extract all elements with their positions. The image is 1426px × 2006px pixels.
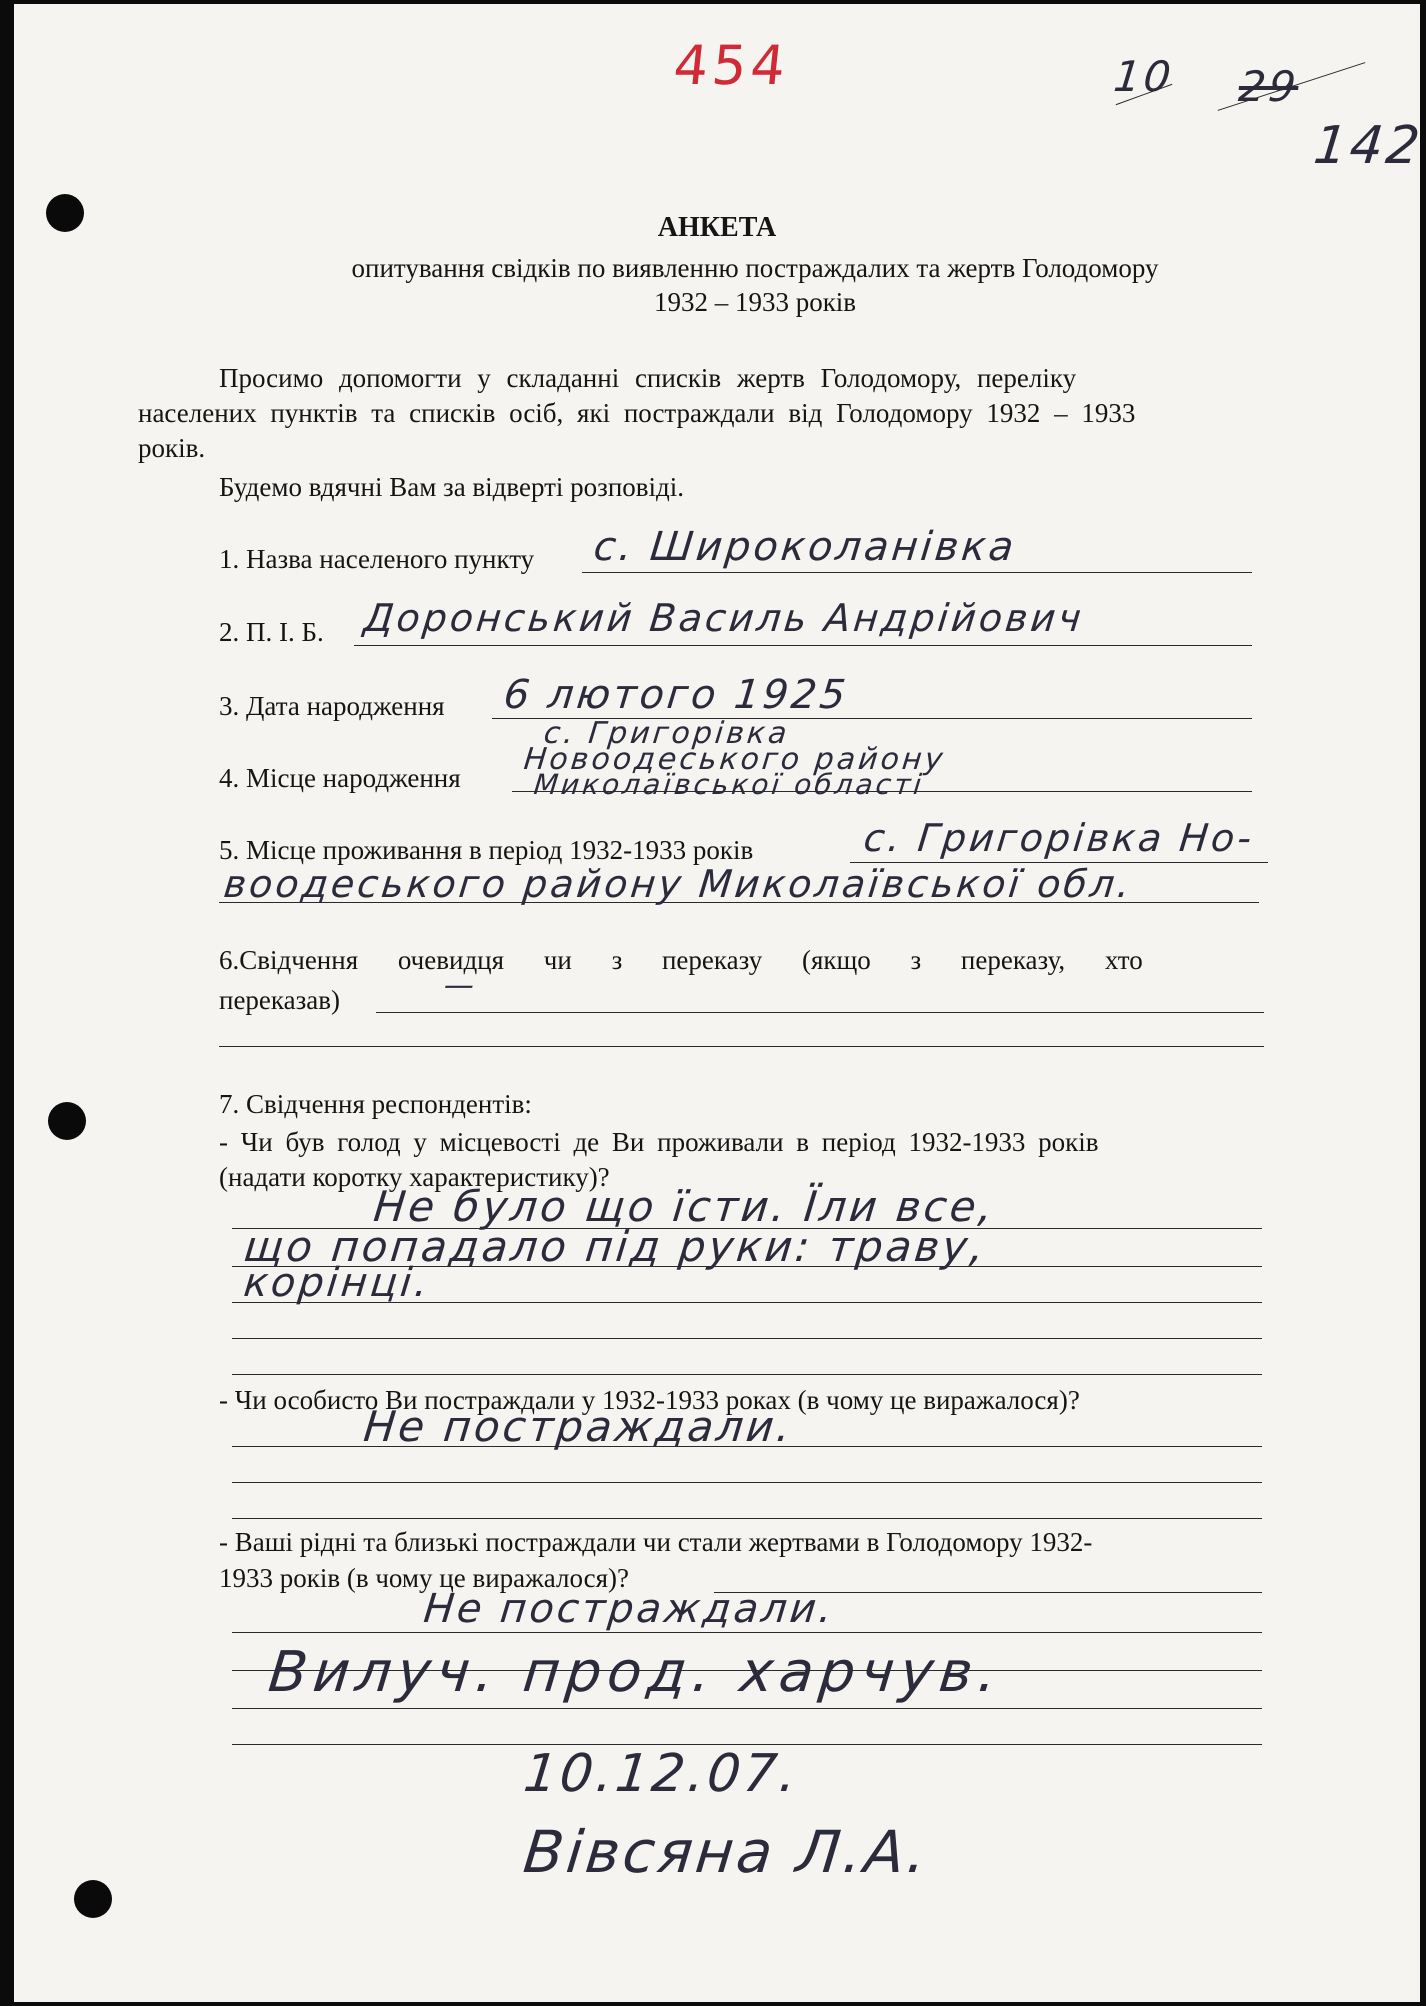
testimony-type-underline-2 xyxy=(219,1046,1264,1047)
punch-hole-middle xyxy=(48,1102,86,1140)
birth-place-value-2: Новоодеського району xyxy=(522,742,948,777)
q3-answer-line-4 xyxy=(232,1708,1262,1709)
q2-answer-line-2 xyxy=(232,1482,1262,1483)
annotation-top-right-b: 29 xyxy=(1236,62,1302,111)
testimony-type-label-2: переказав) xyxy=(219,985,340,1015)
residence-value-1: с. Григорівка Но- xyxy=(861,816,1257,860)
settlement-label: 1. Назва населеного пункту xyxy=(219,544,535,574)
name-underline xyxy=(354,645,1252,646)
q2-answer-line-3 xyxy=(232,1518,1262,1519)
q2-question: - Чи особисто Ви постраждали у 1932-1933 роках (в чому це виражалося)? xyxy=(219,1385,1080,1415)
testimony-type-underline-1 xyxy=(376,1012,1264,1013)
extra-note: Вилуч. прод. харчув. xyxy=(265,1640,1006,1705)
q1-line-2: (надати коротку характеристику)? xyxy=(219,1162,610,1192)
q3-line-1: - Ваші рідні та близькі постраждали чи стали жертвами в Голодомору 1932- xyxy=(219,1527,1093,1557)
name-value: Доронський Василь Андрійович xyxy=(361,596,1087,640)
q3-line-2: 1933 років (в чому це виражалося)? xyxy=(219,1563,630,1593)
intro-line-1 xyxy=(219,362,1299,394)
settlement-underline xyxy=(582,572,1252,573)
birth-date-value: 6 лютого 1925 xyxy=(501,672,851,718)
q1-answer-line-4 xyxy=(232,1338,1262,1339)
testimony-type-line-1 xyxy=(219,944,1301,976)
birth-place-value-1: с. Григорівка xyxy=(542,716,792,751)
testimony-type-label: 6.Свідчення очевидця чи з переказу (якщо з переказу, хто xyxy=(219,945,1143,975)
q2-answer: Не постраждали. xyxy=(361,1402,796,1451)
birth-place-value-3: Миколаївської області xyxy=(532,768,927,801)
intro-line-2: населених пунктів та списків осіб, які постраждали від Голодомору 1932 – 1933 xyxy=(138,398,1136,428)
q1-line-1: - Чи був голод у місцевості де Ви проживали в період 1932-1933 років xyxy=(219,1127,1099,1157)
q3-answer-line-2 xyxy=(232,1632,1262,1633)
name-label: 2. П. І. Б. xyxy=(219,617,324,647)
intro-thanks: Будемо вдячні Вам за відверті розповіді. xyxy=(219,472,685,502)
punch-hole-bottom xyxy=(74,1880,112,1918)
form-years: 1932 – 1933 років xyxy=(653,287,857,317)
annotation-top-right-a: 10 xyxy=(1111,52,1177,101)
section7-title: 7. Свідчення респондентів: xyxy=(219,1089,532,1119)
archive-number: 454 xyxy=(670,34,793,97)
page-number: 142 xyxy=(1310,116,1426,176)
intro-line-1-text: Просимо допомогти у складанні списків жертв Голодомору, переліку xyxy=(219,363,1077,393)
q1-answer-2: що попадало під руки: траву, xyxy=(241,1222,990,1271)
q1-answer-line-5 xyxy=(232,1374,1262,1375)
q1-answer-3: корінці. xyxy=(241,1260,433,1306)
settlement-value: с. Широколанівка xyxy=(591,524,1019,570)
intro-line-3: років. xyxy=(138,433,206,463)
q3-answer: Не постраждали. xyxy=(421,1586,838,1632)
birth-date-label: 3. Дата народження xyxy=(219,691,445,721)
birth-place-label: 4. Місце народження xyxy=(219,763,461,793)
interviewer-signature: Вівсяна Л.А. xyxy=(520,1818,933,1886)
residence-label: 5. Місце проживання в період 1932-1933 років xyxy=(219,835,754,865)
interview-date: 10.12.07. xyxy=(520,1744,803,1804)
testimony-type-value: — xyxy=(442,968,479,1003)
document-page xyxy=(14,4,1426,2002)
form-subtitle: опитування свідків по виявленню постраждалих та жертв Голодомору xyxy=(351,253,1159,283)
residence-value-2: воодеського району Миколаївської обл. xyxy=(221,862,1135,906)
q1-answer-1: Не було що їсти. Їли все, xyxy=(371,1182,998,1231)
form-title: АНКЕТА xyxy=(657,212,777,243)
